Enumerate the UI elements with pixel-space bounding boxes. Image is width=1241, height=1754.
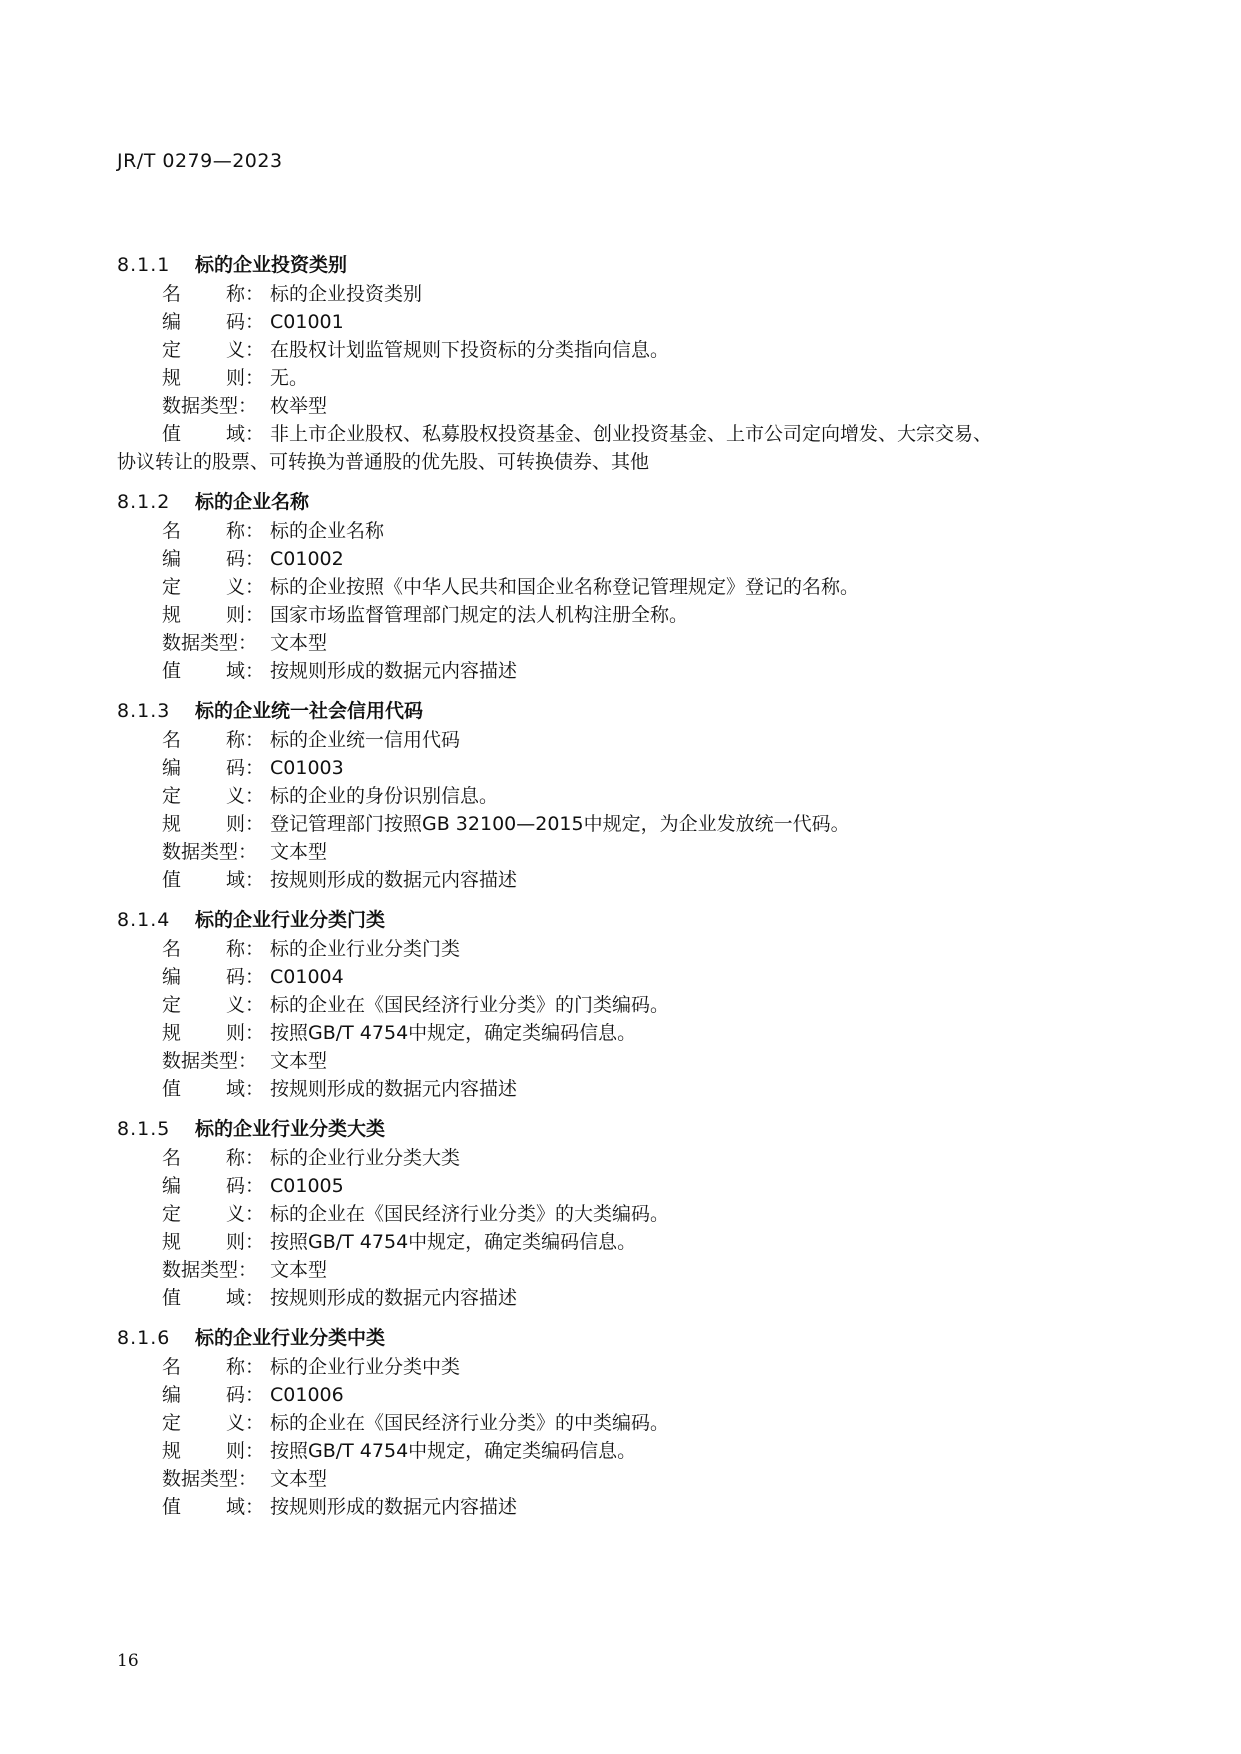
name-label-char: 名 [162, 1356, 182, 1378]
section-title: 标的企业统一社会信用代码 [195, 700, 424, 722]
definition-row [117, 336, 1127, 364]
section-number: 8.1.6 [117, 1327, 171, 1349]
rule-label-char: 规 [162, 604, 182, 626]
data-type-label: 数据类型： [162, 841, 258, 863]
section-heading [117, 905, 1127, 935]
rule-label-suffix: 则： [226, 1231, 265, 1253]
definition-value: 标的企业按照《中华人民共和国企业名称登记管理规定》登记的名称。 [270, 576, 860, 598]
definition-label-suffix: 义： [226, 1412, 265, 1434]
rule-value: 按照GB/T 4754中规定，确定类编码信息。 [270, 1440, 637, 1462]
definition-row [117, 1200, 1127, 1228]
value-domain-label-char: 值 [162, 869, 182, 891]
name-label-suffix: 称： [226, 520, 265, 542]
data-type-value: 文本型 [270, 632, 328, 654]
code-value: C01005 [270, 1175, 344, 1197]
definition-row [117, 573, 1127, 601]
section-number: 8.1.5 [117, 1118, 171, 1140]
name-label-suffix: 称： [226, 729, 265, 751]
definition-label-char: 定 [162, 785, 182, 807]
section-heading [117, 1323, 1127, 1353]
data-type-value: 枚举型 [270, 395, 328, 417]
definition-value: 在股权计划监管规则下投资标的分类指向信息。 [270, 339, 670, 361]
definition-value: 标的企业在《国民经济行业分类》的中类编码。 [270, 1412, 670, 1434]
data-type-label: 数据类型： [162, 395, 258, 417]
section-title: 标的企业行业分类大类 [195, 1118, 386, 1140]
section-heading [117, 696, 1127, 726]
code-row [117, 754, 1127, 782]
data-type-value: 文本型 [270, 1050, 328, 1072]
rule-label-suffix: 则： [226, 1440, 265, 1462]
code-label-suffix: 码： [226, 311, 265, 333]
rule-label-char: 规 [162, 367, 182, 389]
rule-value: 国家市场监督管理部门规定的法人机构注册全称。 [270, 604, 689, 626]
rule-row [117, 1437, 1127, 1465]
name-label-char: 名 [162, 1147, 182, 1169]
rule-row [117, 1228, 1127, 1256]
value-domain-row [117, 1493, 1127, 1521]
name-label-char: 名 [162, 938, 182, 960]
code-value: C01004 [270, 966, 344, 988]
value-domain-value: 按规则形成的数据元内容描述 [270, 1078, 518, 1100]
definition-label-char: 定 [162, 1203, 182, 1225]
code-row [117, 1172, 1127, 1200]
value-domain-label-suffix: 域： [226, 423, 265, 445]
value-domain-value: 按规则形成的数据元内容描述 [270, 1287, 518, 1309]
name-value: 标的企业行业分类中类 [270, 1356, 461, 1378]
value-domain-row [117, 657, 1127, 685]
definition-label-char: 定 [162, 339, 182, 361]
value-domain-label-char: 值 [162, 423, 182, 445]
definition-label-char: 定 [162, 1412, 182, 1434]
value-domain-continuation: 协议转让的股票、可转换为普通股的优先股、可转换债券、其他 [117, 451, 650, 473]
section-8-1-3 [117, 696, 1127, 894]
definition-label-suffix: 义： [226, 994, 265, 1016]
rule-value: 无。 [270, 367, 309, 389]
rule-row [117, 364, 1127, 392]
code-label-suffix: 码： [226, 757, 265, 779]
rule-label-suffix: 则： [226, 813, 265, 835]
rule-label-char: 规 [162, 1022, 182, 1044]
data-type-row [117, 392, 1127, 420]
data-type-row [117, 838, 1127, 866]
value-domain-label-suffix: 域： [226, 660, 265, 682]
name-row [117, 1353, 1127, 1381]
section-number: 8.1.4 [117, 909, 171, 931]
section-8-1-1 [117, 250, 1127, 476]
name-row [117, 1144, 1127, 1172]
definition-row [117, 782, 1127, 810]
rule-label-char: 规 [162, 1440, 182, 1462]
value-domain-label-char: 值 [162, 1078, 182, 1100]
code-value: C01003 [270, 757, 344, 779]
data-type-value: 文本型 [270, 1259, 328, 1281]
rule-value: 按照GB/T 4754中规定，确定类编码信息。 [270, 1231, 637, 1253]
rule-label-suffix: 则： [226, 367, 265, 389]
name-label-suffix: 称： [226, 1147, 265, 1169]
code-label-char: 编 [162, 548, 182, 570]
name-value: 标的企业统一信用代码 [270, 729, 461, 751]
definition-label-suffix: 义： [226, 1203, 265, 1225]
name-label-char: 名 [162, 520, 182, 542]
value-domain-value: 非上市企业股权、私募股权投资基金、创业投资基金、上市公司定向增发、大宗交易、 [270, 423, 993, 445]
name-label-char: 名 [162, 729, 182, 751]
value-domain-row [117, 1075, 1127, 1103]
data-type-label: 数据类型： [162, 1050, 258, 1072]
rule-value: 按照GB/T 4754中规定，确定类编码信息。 [270, 1022, 637, 1044]
rule-label-char: 规 [162, 1231, 182, 1253]
rule-value: 登记管理部门按照GB 32100—2015中规定，为企业发放统一代码。 [270, 813, 850, 835]
name-label-char: 名 [162, 283, 182, 305]
section-title: 标的企业行业分类中类 [195, 1327, 386, 1349]
section-8-1-2 [117, 487, 1127, 685]
code-label-char: 编 [162, 966, 182, 988]
name-value: 标的企业投资类别 [270, 283, 423, 305]
code-label-char: 编 [162, 311, 182, 333]
section-8-1-5 [117, 1114, 1127, 1312]
rule-label-suffix: 则： [226, 1022, 265, 1044]
page-number: 16 [117, 1651, 139, 1671]
data-type-row [117, 1256, 1127, 1284]
definition-value: 标的企业在《国民经济行业分类》的大类编码。 [270, 1203, 670, 1225]
value-domain-label-char: 值 [162, 1287, 182, 1309]
code-row [117, 308, 1127, 336]
value-domain-label-suffix: 域： [226, 869, 265, 891]
data-type-label: 数据类型： [162, 1468, 258, 1490]
data-type-label: 数据类型： [162, 632, 258, 654]
definition-label-char: 定 [162, 994, 182, 1016]
document-code: JR/T 0279—2023 [117, 150, 283, 172]
rule-label-suffix: 则： [226, 604, 265, 626]
name-value: 标的企业行业分类门类 [270, 938, 461, 960]
value-domain-label-suffix: 域： [226, 1287, 265, 1309]
value-domain-row [117, 420, 1127, 448]
section-heading [117, 487, 1127, 517]
code-label-char: 编 [162, 757, 182, 779]
code-value: C01001 [270, 311, 344, 333]
definition-value: 标的企业在《国民经济行业分类》的门类编码。 [270, 994, 670, 1016]
value-domain-label-char: 值 [162, 660, 182, 682]
rule-row [117, 1019, 1127, 1047]
rule-label-char: 规 [162, 813, 182, 835]
definition-label-suffix: 义： [226, 576, 265, 598]
section-number: 8.1.3 [117, 700, 171, 722]
code-row [117, 545, 1127, 573]
name-label-suffix: 称： [226, 938, 265, 960]
value-domain-label-suffix: 域： [226, 1078, 265, 1100]
section-title: 标的企业投资类别 [195, 254, 348, 276]
code-value: C01006 [270, 1384, 344, 1406]
data-type-row [117, 1047, 1127, 1075]
value-domain-row [117, 866, 1127, 894]
code-label-char: 编 [162, 1175, 182, 1197]
rule-row [117, 810, 1127, 838]
value-domain-label-char: 值 [162, 1496, 182, 1518]
data-element-sections [117, 250, 1127, 1532]
code-label-suffix: 码： [226, 1175, 265, 1197]
section-8-1-4 [117, 905, 1127, 1103]
data-type-row [117, 1465, 1127, 1493]
code-row [117, 1381, 1127, 1409]
name-row [117, 280, 1127, 308]
name-row [117, 935, 1127, 963]
name-value: 标的企业名称 [270, 520, 385, 542]
section-8-1-6 [117, 1323, 1127, 1521]
code-row [117, 963, 1127, 991]
definition-row [117, 991, 1127, 1019]
section-heading [117, 1114, 1127, 1144]
value-domain-value: 按规则形成的数据元内容描述 [270, 1496, 518, 1518]
section-heading [117, 250, 1127, 280]
code-label-suffix: 码： [226, 966, 265, 988]
data-type-row [117, 629, 1127, 657]
name-row [117, 517, 1127, 545]
name-row [117, 726, 1127, 754]
definition-label-suffix: 义： [226, 339, 265, 361]
definition-row [117, 1409, 1127, 1437]
section-number: 8.1.1 [117, 254, 171, 276]
definition-label-suffix: 义： [226, 785, 265, 807]
value-domain-label-suffix: 域： [226, 1496, 265, 1518]
data-type-value: 文本型 [270, 841, 328, 863]
rule-row [117, 601, 1127, 629]
code-label-char: 编 [162, 1384, 182, 1406]
section-number: 8.1.2 [117, 491, 171, 513]
name-label-suffix: 称： [226, 283, 265, 305]
code-value: C01002 [270, 548, 344, 570]
code-label-suffix: 码： [226, 548, 265, 570]
name-value: 标的企业行业分类大类 [270, 1147, 461, 1169]
definition-value: 标的企业的身份识别信息。 [270, 785, 499, 807]
value-domain-value: 按规则形成的数据元内容描述 [270, 869, 518, 891]
data-type-value: 文本型 [270, 1468, 328, 1490]
name-label-suffix: 称： [226, 1356, 265, 1378]
data-type-label: 数据类型： [162, 1259, 258, 1281]
value-domain-value: 按规则形成的数据元内容描述 [270, 660, 518, 682]
code-label-suffix: 码： [226, 1384, 265, 1406]
value-domain-row [117, 1284, 1127, 1312]
definition-label-char: 定 [162, 576, 182, 598]
section-title: 标的企业行业分类门类 [195, 909, 386, 931]
section-title: 标的企业名称 [195, 491, 310, 513]
